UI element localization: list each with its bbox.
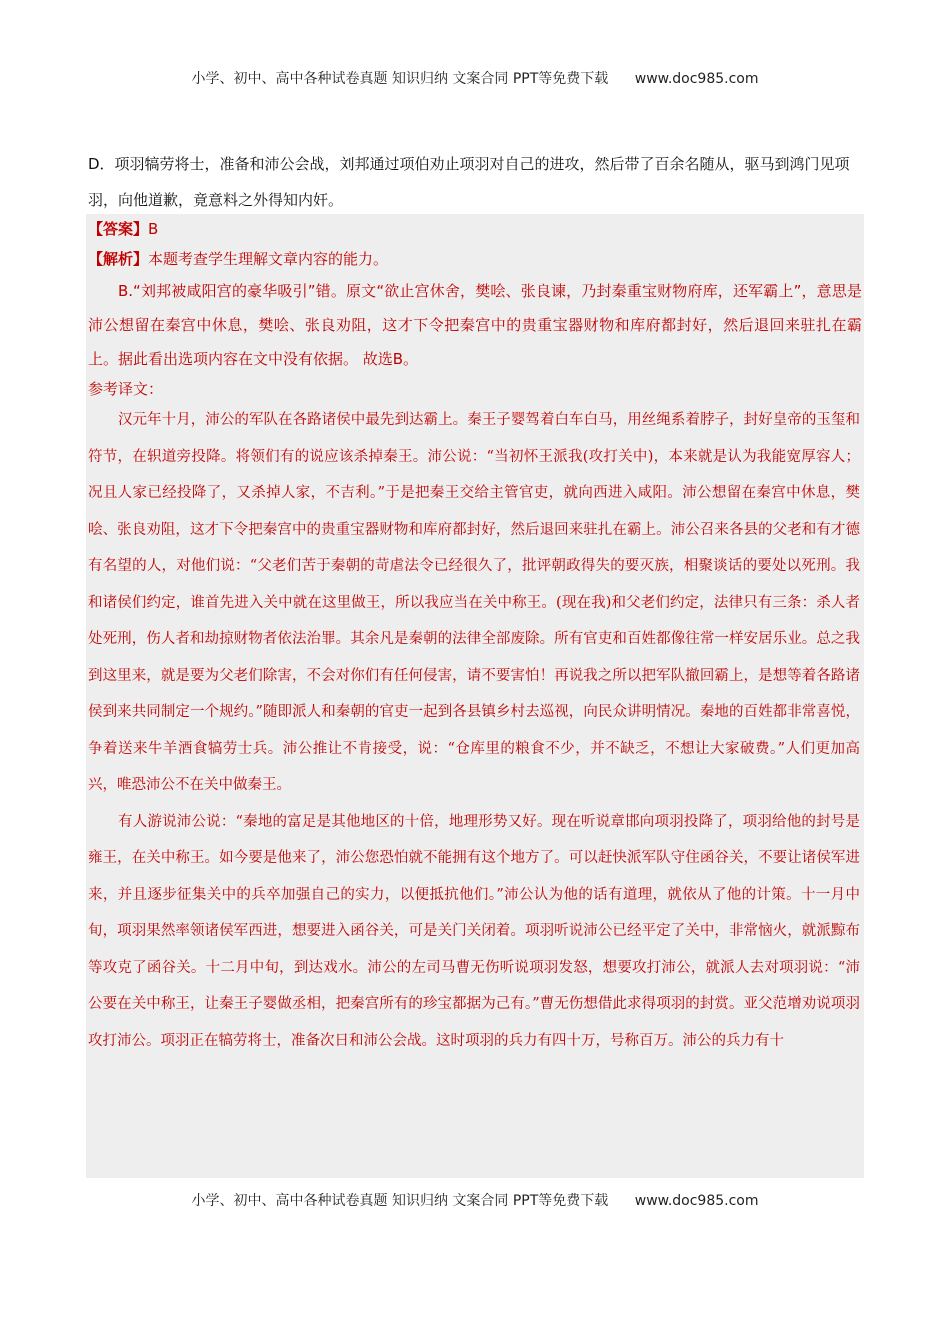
answer-explanation-box xyxy=(86,214,864,1178)
page-header xyxy=(0,68,950,88)
analysis-detail: B.“刘邦被咸阳宫的豪华吸引”错。原文“欲止宫休舍，樊哙、张良谏，乃封秦重宝财物府库，还军霸上”，意思是沛公想留在秦宫中休息，樊哙、张良劝阻，这才下令把秦宫中的贵重宝器财物和库府都封好，然后退回来驻扎在霸上。据此看出选项内容在文中没有依据。 故选B。 xyxy=(88,282,862,368)
analysis-line xyxy=(86,244,864,274)
translation-paragraph-2: 有人游说沛公说：“秦地的富足是其他地区的十倍，地理形势又好。现在听说章邯向项羽投降了，项羽给他的封号是雍王，在关中称王。如今要是他来了，沛公您恐怕就不能拥有这个地方了。可以赶快派军队守住函谷关，不要让诸侯军进来，并且逐步征集关中的兵卒加强自己的实力，以便抵抗他们。”沛公认为他的话有道理，就依从了他的计策。十一月中旬，项羽果然率领诸侯军西进，想要进入函谷关，可是关门关闭着。项羽听说沛公已经平定了关中，非常恼火，就派黥布等攻克了函谷关。十二月中旬，到达戏水。沛公的左司马曹无伤听说项羽发怒，想要攻打沛公，就派人去对项羽说：“沛公要在关中称王，让秦王子婴做丞相，把秦宫所有的珍宝都据为己有。”曹无伤想借此求得项羽的封赏。亚父范增劝说项羽攻打沛公。项羽正在犒劳将士，准备次日和沛公会战。这时项羽的兵力有四十万，号称百万。沛公的兵力有十 xyxy=(88,813,860,1049)
option-d: D．项羽犒劳将士，准备和沛公会战，刘邦通过项伯劝止项羽对自己的进攻，然后带了百余名随从，驱马到鸿门见项羽，向他道歉，竟意料之外得知内奸。 xyxy=(88,155,850,209)
footer-text: 小学、初中、高中各种试卷真题 知识归纳 文案合同 PPT等免费下载 xyxy=(191,1193,609,1209)
footer-url[interactable]: www.doc985.com xyxy=(634,1193,759,1209)
translation-label: 参考译文： xyxy=(88,380,164,398)
answer-tag: 【答案】 xyxy=(88,220,149,238)
page-footer xyxy=(0,1190,950,1210)
header-text: 小学、初中、高中各种试卷真题 知识归纳 文案合同 PPT等免费下载 xyxy=(191,71,609,87)
analysis-tag: 【解析】 xyxy=(88,250,149,268)
answer-line xyxy=(86,214,864,244)
answer-value: B xyxy=(148,220,159,238)
translation-paragraph-1: 汉元年十月，沛公的军队在各路诸侯中最先到达霸上。秦王子婴驾着白车白马，用丝绳系着脖子，封好皇帝的玉玺和符节，在轵道旁投降。将领们有的说应该杀掉秦王。沛公说：“当初怀王派我(攻打关中)，本来就是认为我能宽厚容人；况且人家已经投降了，又杀掉人家，不吉利。”于是把秦王交给主管官吏，就向西进入咸阳。沛公想留在秦宫中休息，樊哙、张良劝阻，这才下令把秦宫中的贵重宝器财物和库府都封好，然后退回来驻扎在霸上。沛公召来各县的父老和有才德有名望的人，对他们说：“父老们苦于秦朝的苛虐法令已经很久了，批评朝政得失的要灭族，相聚谈话的要处以死刑。我和诸侯们约定，谁首先进入关中就在这里做王，所以我应当在关中称王。(现在我)和父老们约定，法律只有三条：杀人者处死刑，伤人者和劫掠财物者依法治罪。其余凡是秦朝的法律全部废除。所有官吏和百姓都像往常一样安居乐业。总之我到这里来，就是要为父老们除害，不会对你们有任何侵害，请不要害怕！再说我之所以把军队撤回霸上，是想等着各路诸侯到来共同制定一个规约。”随即派人和秦朝的官吏一起到各县镇乡村去巡视，向民众讲明情况。秦地的百姓都非常喜悦，争着送来牛羊酒食犒劳士兵。沛公推让不肯接受，说：“仓库里的粮食不少，并不缺乏，不想让大家破费。”人们更加高兴，唯恐沛公不在关中做秦王。 xyxy=(88,412,860,793)
analysis-text: 本题考查学生理解文章内容的能力。 xyxy=(148,250,389,268)
header-url[interactable]: www.doc985.com xyxy=(634,71,759,87)
